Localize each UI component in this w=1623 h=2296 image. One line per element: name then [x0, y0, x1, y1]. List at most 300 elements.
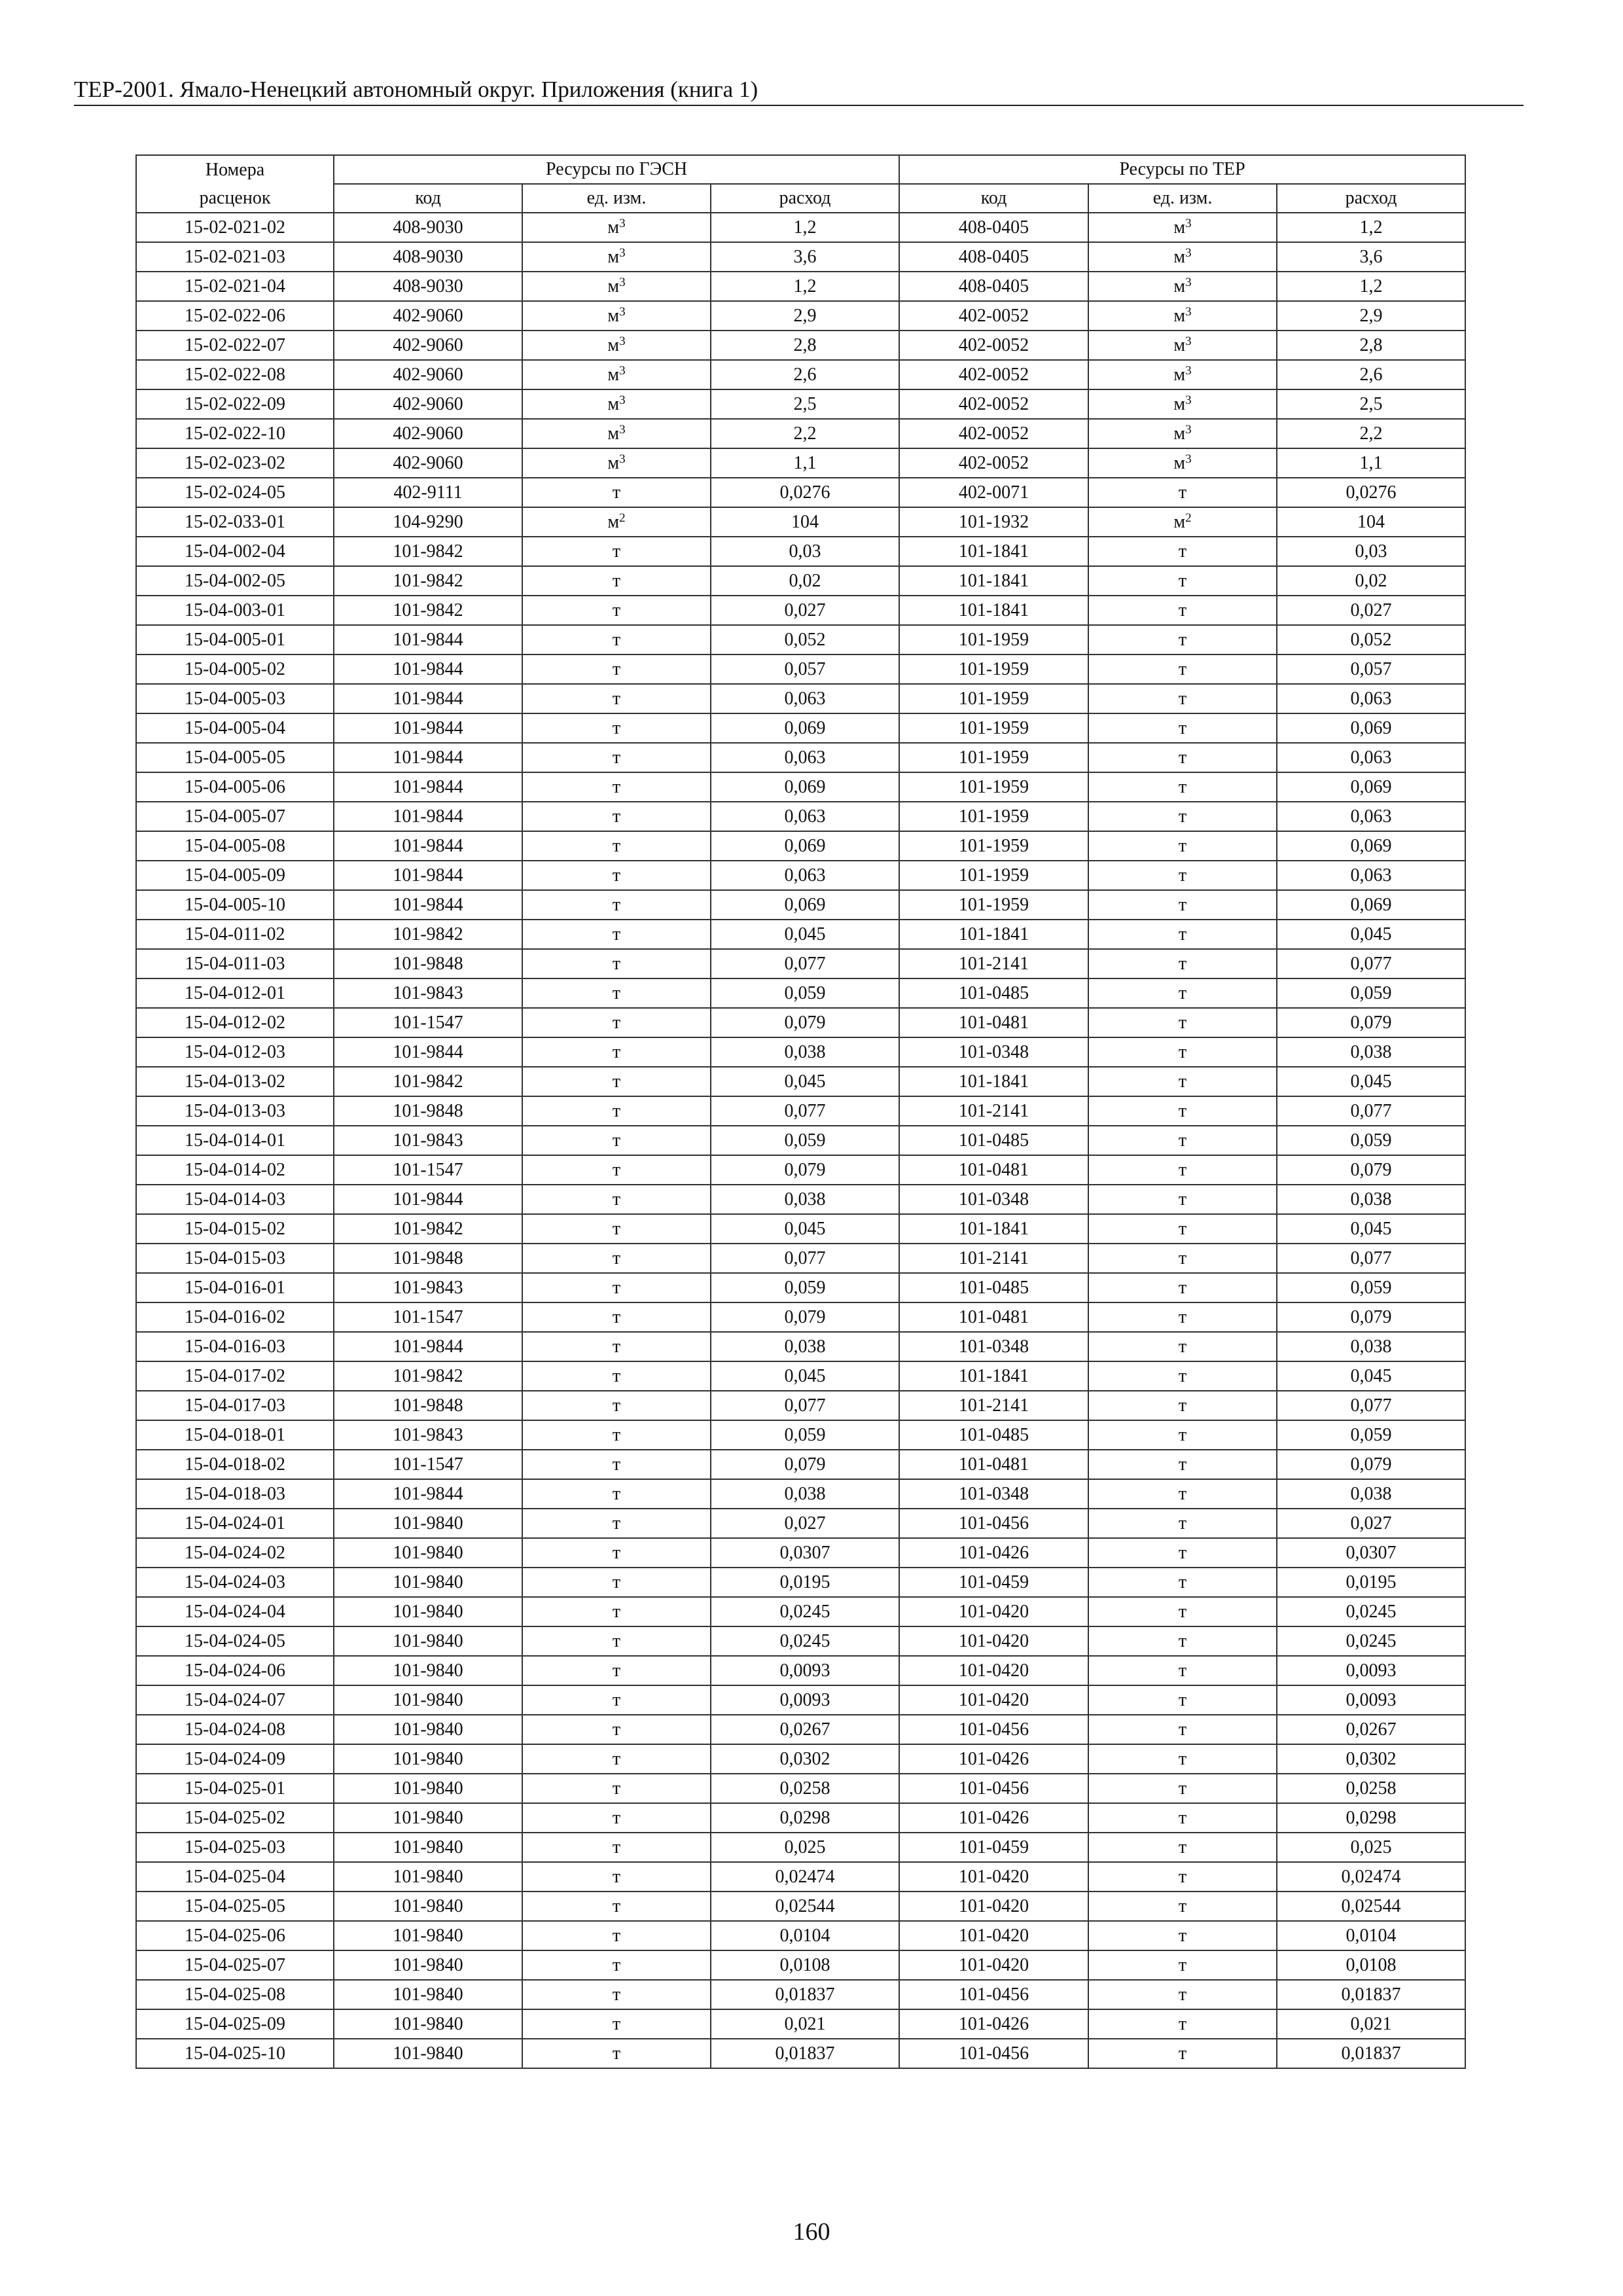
- gesn-amount-cell: 0,079: [711, 1155, 899, 1185]
- rate-number-cell: 15-04-003-01: [136, 596, 334, 625]
- rate-number-cell: 15-04-013-03: [136, 1096, 334, 1126]
- ter-amount-cell: 0,077: [1277, 1244, 1465, 1273]
- gesn-code-cell: 101-9840: [334, 1774, 522, 1803]
- gesn-unit-cell: т: [522, 537, 711, 566]
- gesn-code-cell: 101-9842: [334, 566, 522, 596]
- ter-amount-cell: 0,069: [1277, 713, 1465, 743]
- table-row: [136, 713, 1465, 743]
- ter-code-cell: 402-0052: [899, 419, 1088, 448]
- gesn-amount-cell: 0,0195: [711, 1568, 899, 1597]
- gesn-unit-header: ед. изм.: [522, 184, 711, 213]
- gesn-code-cell: 101-9840: [334, 2009, 522, 2039]
- ter-amount-cell: 2,2: [1277, 419, 1465, 448]
- ter-code-cell: 101-1932: [899, 507, 1088, 537]
- gesn-amount-cell: 0,063: [711, 802, 899, 831]
- rate-number-cell: 15-04-012-01: [136, 978, 334, 1008]
- table-row: [136, 772, 1465, 802]
- gesn-code-cell: 101-9842: [334, 1067, 522, 1096]
- rate-number-cell: 15-04-017-02: [136, 1361, 334, 1391]
- table-row: [136, 1950, 1465, 1980]
- gesn-code-cell: 101-9844: [334, 625, 522, 655]
- ter-code-cell: 101-0426: [899, 1803, 1088, 1833]
- ter-unit-cell: $м^3$: [1088, 272, 1277, 301]
- gesn-amount-cell: 1,1: [711, 448, 899, 478]
- gesn-amount-cell: 0,038: [711, 1332, 899, 1361]
- gesn-amount-cell: 0,045: [711, 1214, 899, 1244]
- ter-amount-cell: 0,0245: [1277, 1626, 1465, 1656]
- ter-code-cell: 101-1959: [899, 625, 1088, 655]
- rate-number-cell: 15-04-024-02: [136, 1538, 334, 1568]
- ter-amount-cell: 3,6: [1277, 242, 1465, 272]
- gesn-unit-cell: $м^3$: [522, 448, 711, 478]
- ter-amount-header: расход: [1277, 184, 1465, 213]
- gesn-amount-cell: 0,03: [711, 537, 899, 566]
- ter-code-cell: 101-0420: [899, 1685, 1088, 1715]
- gesn-code-cell: 101-9840: [334, 1862, 522, 1892]
- gesn-unit-cell: т: [522, 1656, 711, 1685]
- gesn-unit-cell: т: [522, 1833, 711, 1862]
- ter-amount-cell: 0,038: [1277, 1332, 1465, 1361]
- ter-unit-cell: т: [1088, 1597, 1277, 1626]
- table-row: [136, 1391, 1465, 1420]
- gesn-unit-cell: т: [522, 772, 711, 802]
- gesn-amount-cell: 0,079: [711, 1450, 899, 1479]
- table-row: [136, 537, 1465, 566]
- gesn-code-cell: 101-9840: [334, 1685, 522, 1715]
- table-row: [136, 1656, 1465, 1685]
- ter-code-cell: 101-1959: [899, 684, 1088, 713]
- rate-number-cell: 15-04-011-03: [136, 949, 334, 978]
- ter-unit-cell: т: [1088, 1803, 1277, 1833]
- gesn-amount-cell: 0,063: [711, 861, 899, 890]
- table-row: [136, 1155, 1465, 1185]
- gesn-unit-cell: т: [522, 1420, 711, 1450]
- table-row: [136, 566, 1465, 596]
- gesn-unit-cell: т: [522, 2039, 711, 2068]
- group-header-gesn: Ресурсы по ГЭСН: [334, 155, 899, 184]
- table-row: [136, 920, 1465, 949]
- ter-amount-cell: 0,0302: [1277, 1744, 1465, 1774]
- ter-unit-cell: т: [1088, 1361, 1277, 1391]
- ter-amount-cell: 0,063: [1277, 684, 1465, 713]
- gesn-unit-cell: $м^3$: [522, 272, 711, 301]
- ter-amount-cell: 0,045: [1277, 1361, 1465, 1391]
- gesn-code-cell: 402-9060: [334, 448, 522, 478]
- rate-number-cell: 15-04-025-06: [136, 1921, 334, 1950]
- ter-code-cell: 101-1959: [899, 831, 1088, 861]
- ter-code-cell: 402-0052: [899, 448, 1088, 478]
- gesn-unit-cell: т: [522, 831, 711, 861]
- gesn-unit-cell: т: [522, 949, 711, 978]
- gesn-code-cell: 101-9843: [334, 1420, 522, 1450]
- gesn-amount-cell: 1,2: [711, 272, 899, 301]
- ter-code-cell: 101-1959: [899, 655, 1088, 684]
- gesn-unit-cell: т: [522, 920, 711, 949]
- ter-unit-cell: т: [1088, 861, 1277, 890]
- gesn-code-cell: 101-9842: [334, 920, 522, 949]
- ter-code-cell: 408-0405: [899, 272, 1088, 301]
- gesn-amount-cell: 2,8: [711, 331, 899, 360]
- gesn-code-cell: 101-9843: [334, 1273, 522, 1302]
- gesn-amount-cell: 0,0258: [711, 1774, 899, 1803]
- rate-number-cell: 15-04-002-04: [136, 537, 334, 566]
- ter-unit-cell: т: [1088, 1391, 1277, 1420]
- gesn-amount-cell: 0,077: [711, 1391, 899, 1420]
- ter-unit-cell: т: [1088, 831, 1277, 861]
- rate-number-cell: 15-04-012-03: [136, 1037, 334, 1067]
- gesn-unit-cell: т: [522, 1302, 711, 1332]
- gesn-unit-cell: т: [522, 1214, 711, 1244]
- ter-unit-cell: т: [1088, 1744, 1277, 1774]
- ter-unit-cell: т: [1088, 1568, 1277, 1597]
- ter-code-cell: 101-1959: [899, 890, 1088, 920]
- gesn-unit-cell: т: [522, 1155, 711, 1185]
- table-row: [136, 743, 1465, 772]
- gesn-unit-cell: т: [522, 802, 711, 831]
- ter-code-cell: 101-0485: [899, 1420, 1088, 1450]
- table-row: [136, 1538, 1465, 1568]
- gesn-code-cell: 101-9848: [334, 1391, 522, 1420]
- ter-unit-cell: $м^2$: [1088, 507, 1277, 537]
- rate-number-cell: 15-04-018-01: [136, 1420, 334, 1450]
- rate-number-cell: 15-04-025-10: [136, 2039, 334, 2068]
- ter-unit-cell: т: [1088, 1273, 1277, 1302]
- gesn-code-cell: 101-9840: [334, 1921, 522, 1950]
- gesn-code-cell: 101-9840: [334, 1538, 522, 1568]
- gesn-amount-cell: 0,077: [711, 949, 899, 978]
- gesn-unit-cell: т: [522, 861, 711, 890]
- gesn-unit-cell: $м^3$: [522, 331, 711, 360]
- ter-unit-cell: т: [1088, 1921, 1277, 1950]
- ter-amount-cell: 0,069: [1277, 890, 1465, 920]
- gesn-unit-cell: т: [522, 655, 711, 684]
- gesn-amount-cell: 0,057: [711, 655, 899, 684]
- table-header-row-1: [136, 155, 1465, 184]
- ter-code-cell: 101-0426: [899, 1744, 1088, 1774]
- rate-number-cell: 15-04-025-02: [136, 1803, 334, 1833]
- ter-unit-cell: $м^3$: [1088, 448, 1277, 478]
- ter-unit-cell: т: [1088, 625, 1277, 655]
- ter-code-cell: 101-0348: [899, 1185, 1088, 1214]
- table-row: [136, 1597, 1465, 1626]
- col-rates-header-line2: расценок: [136, 184, 334, 213]
- gesn-unit-cell: т: [522, 478, 711, 507]
- gesn-amount-cell: 3,6: [711, 242, 899, 272]
- ter-amount-cell: 0,077: [1277, 1391, 1465, 1420]
- gesn-unit-cell: т: [522, 1774, 711, 1803]
- gesn-code-cell: 101-9844: [334, 1479, 522, 1509]
- table-row: [136, 1509, 1465, 1538]
- gesn-amount-cell: 0,063: [711, 684, 899, 713]
- rate-number-cell: 15-04-005-07: [136, 802, 334, 831]
- gesn-code-cell: 101-9844: [334, 684, 522, 713]
- gesn-amount-cell: 0,027: [711, 1509, 899, 1538]
- table-row: [136, 1568, 1465, 1597]
- resource-table: [135, 154, 1466, 2069]
- gesn-unit-cell: $м^3$: [522, 360, 711, 389]
- ter-unit-cell: т: [1088, 1244, 1277, 1273]
- table-row: [136, 331, 1465, 360]
- ter-unit-cell: т: [1088, 949, 1277, 978]
- table-row: [136, 625, 1465, 655]
- ter-amount-cell: 0,059: [1277, 978, 1465, 1008]
- ter-amount-cell: 0,079: [1277, 1302, 1465, 1332]
- gesn-unit-cell: $м^3$: [522, 389, 711, 419]
- rate-number-cell: 15-04-025-05: [136, 1892, 334, 1921]
- rate-number-cell: 15-02-024-05: [136, 478, 334, 507]
- rate-number-cell: 15-04-014-03: [136, 1185, 334, 1214]
- table-row: [136, 1332, 1465, 1361]
- gesn-unit-cell: т: [522, 2009, 711, 2039]
- ter-code-cell: 408-0405: [899, 213, 1088, 242]
- rate-number-cell: 15-04-005-05: [136, 743, 334, 772]
- ter-amount-cell: 2,8: [1277, 331, 1465, 360]
- rate-number-cell: 15-04-017-03: [136, 1391, 334, 1420]
- ter-unit-cell: т: [1088, 1126, 1277, 1155]
- ter-unit-cell: т: [1088, 1509, 1277, 1538]
- ter-code-cell: 101-0420: [899, 1921, 1088, 1950]
- table-row: [136, 1479, 1465, 1509]
- ter-unit-cell: т: [1088, 537, 1277, 566]
- gesn-unit-cell: т: [522, 1361, 711, 1391]
- rate-number-cell: 15-02-022-07: [136, 331, 334, 360]
- table-row: [136, 478, 1465, 507]
- ter-code-cell: 402-0071: [899, 478, 1088, 507]
- ter-amount-cell: 0,027: [1277, 596, 1465, 625]
- gesn-code-cell: 101-9844: [334, 655, 522, 684]
- table-row: [136, 684, 1465, 713]
- gesn-code-cell: 101-9843: [334, 978, 522, 1008]
- ter-unit-cell: $м^3$: [1088, 213, 1277, 242]
- ter-code-cell: 101-1841: [899, 1067, 1088, 1096]
- ter-unit-cell: т: [1088, 1862, 1277, 1892]
- ter-code-cell: 101-0481: [899, 1450, 1088, 1479]
- gesn-amount-cell: 0,069: [711, 890, 899, 920]
- ter-amount-cell: 1,1: [1277, 448, 1465, 478]
- ter-unit-cell: т: [1088, 1685, 1277, 1715]
- rate-number-cell: 15-04-011-02: [136, 920, 334, 949]
- gesn-amount-cell: 0,025: [711, 1833, 899, 1862]
- table-row: [136, 1744, 1465, 1774]
- ter-amount-cell: 0,038: [1277, 1037, 1465, 1067]
- gesn-unit-cell: т: [522, 1744, 711, 1774]
- ter-code-cell: 101-2141: [899, 949, 1088, 978]
- gesn-code-cell: 101-9840: [334, 1626, 522, 1656]
- rate-number-cell: 15-04-024-07: [136, 1685, 334, 1715]
- ter-amount-cell: 0,057: [1277, 655, 1465, 684]
- ter-unit-cell: т: [1088, 1715, 1277, 1744]
- ter-code-cell: 101-1841: [899, 566, 1088, 596]
- ter-amount-cell: 0,059: [1277, 1420, 1465, 1450]
- ter-code-cell: 101-0485: [899, 978, 1088, 1008]
- ter-amount-cell: 0,038: [1277, 1185, 1465, 1214]
- ter-amount-cell: 0,079: [1277, 1008, 1465, 1037]
- rate-number-cell: 15-04-014-02: [136, 1155, 334, 1185]
- rate-number-cell: 15-04-005-01: [136, 625, 334, 655]
- table-row: [136, 389, 1465, 419]
- ter-code-cell: 101-0420: [899, 1656, 1088, 1685]
- ter-amount-cell: 0,0104: [1277, 1921, 1465, 1950]
- rate-number-cell: 15-02-022-06: [136, 301, 334, 331]
- ter-unit-cell: $м^3$: [1088, 360, 1277, 389]
- table-row: [136, 861, 1465, 890]
- ter-code-cell: 402-0052: [899, 389, 1088, 419]
- ter-amount-cell: 0,0298: [1277, 1803, 1465, 1833]
- ter-unit-cell: т: [1088, 596, 1277, 625]
- ter-code-cell: 101-0420: [899, 1892, 1088, 1921]
- gesn-amount-cell: 0,052: [711, 625, 899, 655]
- gesn-code-cell: 101-1547: [334, 1155, 522, 1185]
- gesn-amount-cell: 0,0298: [711, 1803, 899, 1833]
- gesn-amount-cell: 0,069: [711, 831, 899, 861]
- gesn-amount-cell: 0,045: [711, 1067, 899, 1096]
- table-row: [136, 1126, 1465, 1155]
- table-row: [136, 1685, 1465, 1715]
- rate-number-cell: 15-02-021-02: [136, 213, 334, 242]
- gesn-unit-cell: т: [522, 1980, 711, 2009]
- ter-amount-cell: 0,025: [1277, 1833, 1465, 1862]
- gesn-code-cell: 101-9840: [334, 1509, 522, 1538]
- gesn-unit-cell: т: [522, 1008, 711, 1037]
- ter-amount-cell: 0,0195: [1277, 1568, 1465, 1597]
- ter-amount-cell: 0,02544: [1277, 1892, 1465, 1921]
- ter-code-cell: 101-0456: [899, 1509, 1088, 1538]
- rate-number-cell: 15-04-024-08: [136, 1715, 334, 1744]
- rate-number-cell: 15-04-005-06: [136, 772, 334, 802]
- gesn-amount-cell: 0,0104: [711, 1921, 899, 1950]
- table-row: [136, 272, 1465, 301]
- ter-code-cell: 101-0456: [899, 2039, 1088, 2068]
- ter-code-cell: 101-0456: [899, 1715, 1088, 1744]
- ter-code-cell: 101-1959: [899, 861, 1088, 890]
- gesn-amount-cell: 0,0307: [711, 1538, 899, 1568]
- gesn-code-cell: 402-9060: [334, 360, 522, 389]
- ter-unit-cell: т: [1088, 566, 1277, 596]
- rate-number-cell: 15-04-025-03: [136, 1833, 334, 1862]
- gesn-amount-cell: 0,063: [711, 743, 899, 772]
- ter-amount-cell: 0,069: [1277, 831, 1465, 861]
- table-row: [136, 1185, 1465, 1214]
- table-row: [136, 1626, 1465, 1656]
- table-row: [136, 1037, 1465, 1067]
- table-row: [136, 1214, 1465, 1244]
- gesn-code-cell: 402-9060: [334, 331, 522, 360]
- ter-code-cell: 101-0420: [899, 1950, 1088, 1980]
- ter-unit-cell: $м^3$: [1088, 331, 1277, 360]
- gesn-code-cell: 101-9840: [334, 2039, 522, 2068]
- gesn-unit-cell: $м^3$: [522, 242, 711, 272]
- gesn-amount-cell: 2,5: [711, 389, 899, 419]
- gesn-amount-header: расход: [711, 184, 899, 213]
- gesn-unit-cell: т: [522, 566, 711, 596]
- ter-unit-cell: т: [1088, 1980, 1277, 2009]
- rate-number-cell: 15-04-016-01: [136, 1273, 334, 1302]
- ter-code-cell: 101-1959: [899, 802, 1088, 831]
- table-row: [136, 1420, 1465, 1450]
- ter-unit-cell: т: [1088, 1037, 1277, 1067]
- rate-number-cell: 15-04-005-04: [136, 713, 334, 743]
- gesn-unit-cell: т: [522, 1950, 711, 1980]
- gesn-amount-cell: 0,077: [711, 1096, 899, 1126]
- ter-code-cell: 101-0456: [899, 1774, 1088, 1803]
- table-row: [136, 831, 1465, 861]
- gesn-code-cell: 101-9844: [334, 1037, 522, 1067]
- rate-number-cell: 15-04-025-01: [136, 1774, 334, 1803]
- rate-number-cell: 15-04-025-09: [136, 2009, 334, 2039]
- ter-amount-cell: 0,052: [1277, 625, 1465, 655]
- gesn-code-cell: 402-9060: [334, 389, 522, 419]
- gesn-unit-cell: т: [522, 1332, 711, 1361]
- ter-amount-cell: 0,045: [1277, 1067, 1465, 1096]
- gesn-code-cell: 101-9844: [334, 890, 522, 920]
- rate-number-cell: 15-04-013-02: [136, 1067, 334, 1096]
- table-row: [136, 419, 1465, 448]
- gesn-code-header: код: [334, 184, 522, 213]
- ter-amount-cell: 0,0093: [1277, 1656, 1465, 1685]
- rate-number-cell: 15-04-012-02: [136, 1008, 334, 1037]
- ter-unit-cell: т: [1088, 743, 1277, 772]
- gesn-unit-cell: т: [522, 1185, 711, 1214]
- gesn-unit-cell: т: [522, 743, 711, 772]
- gesn-amount-cell: 0,0108: [711, 1950, 899, 1980]
- gesn-unit-cell: т: [522, 1067, 711, 1096]
- ter-unit-cell: т: [1088, 684, 1277, 713]
- ter-unit-cell: т: [1088, 1538, 1277, 1568]
- table-row: [136, 655, 1465, 684]
- gesn-unit-cell: т: [522, 1538, 711, 1568]
- gesn-code-cell: 101-9844: [334, 861, 522, 890]
- gesn-amount-cell: 0,02544: [711, 1892, 899, 1921]
- ter-unit-cell: т: [1088, 1420, 1277, 1450]
- ter-amount-cell: 0,059: [1277, 1273, 1465, 1302]
- gesn-unit-cell: т: [522, 1892, 711, 1921]
- gesn-unit-cell: т: [522, 596, 711, 625]
- rate-number-cell: 15-04-025-08: [136, 1980, 334, 2009]
- gesn-code-cell: 101-9848: [334, 1096, 522, 1126]
- gesn-code-cell: 101-9840: [334, 1597, 522, 1626]
- table-row: [136, 213, 1465, 242]
- gesn-unit-cell: т: [522, 1273, 711, 1302]
- table-row: [136, 242, 1465, 272]
- gesn-unit-cell: т: [522, 713, 711, 743]
- gesn-code-cell: 101-9840: [334, 1744, 522, 1774]
- rate-number-cell: 15-02-022-09: [136, 389, 334, 419]
- ter-code-cell: 402-0052: [899, 301, 1088, 331]
- gesn-amount-cell: 0,059: [711, 1126, 899, 1155]
- ter-unit-cell: т: [1088, 1155, 1277, 1185]
- ter-amount-cell: 0,0245: [1277, 1597, 1465, 1626]
- gesn-code-cell: 101-9840: [334, 1803, 522, 1833]
- ter-unit-cell: т: [1088, 1302, 1277, 1332]
- ter-code-cell: 101-0481: [899, 1155, 1088, 1185]
- ter-unit-cell: т: [1088, 1950, 1277, 1980]
- rate-number-cell: 15-04-016-02: [136, 1302, 334, 1332]
- ter-unit-cell: т: [1088, 1185, 1277, 1214]
- gesn-amount-cell: 0,077: [711, 1244, 899, 1273]
- table-row: [136, 1450, 1465, 1479]
- gesn-amount-cell: 0,0245: [711, 1597, 899, 1626]
- ter-code-header: код: [899, 184, 1088, 213]
- table-row: [136, 1803, 1465, 1833]
- rate-number-cell: 15-02-021-04: [136, 272, 334, 301]
- ter-unit-cell: т: [1088, 2009, 1277, 2039]
- ter-amount-cell: 0,03: [1277, 537, 1465, 566]
- ter-amount-cell: 0,0276: [1277, 478, 1465, 507]
- gesn-code-cell: 101-9840: [334, 1656, 522, 1685]
- gesn-amount-cell: 0,0267: [711, 1715, 899, 1744]
- gesn-amount-cell: 0,059: [711, 1273, 899, 1302]
- rate-number-cell: 15-02-022-08: [136, 360, 334, 389]
